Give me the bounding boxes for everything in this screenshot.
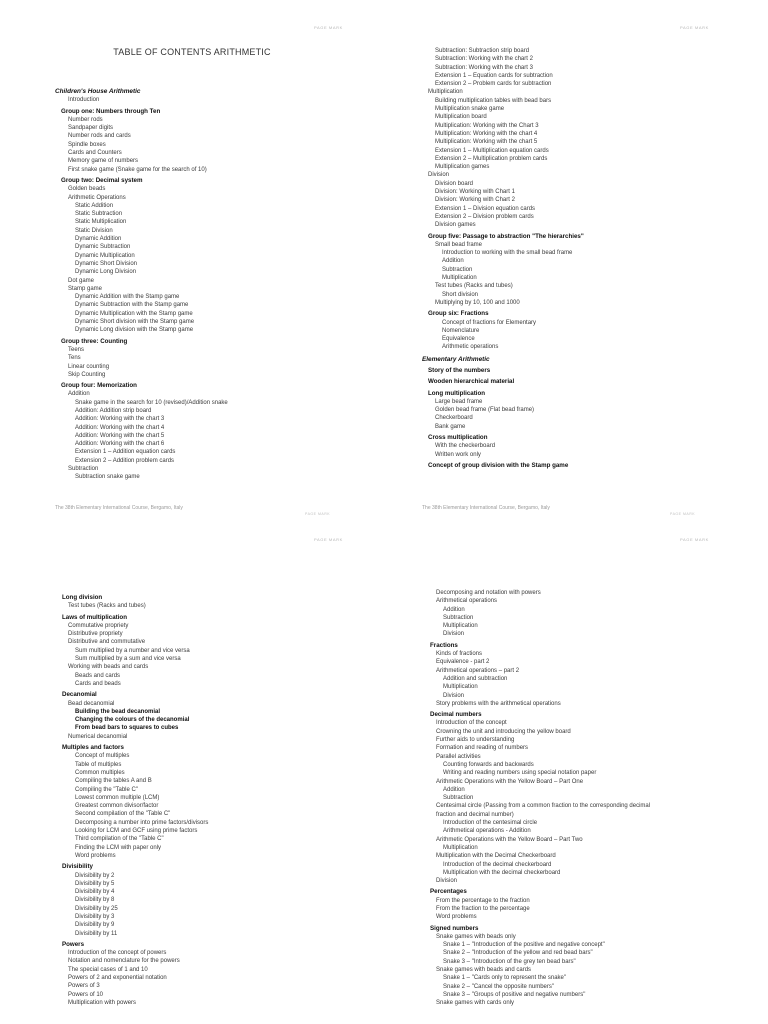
toc-section-heading: Decimal numbers [430,711,482,719]
toc-entry: Divisibility by 25 [75,905,118,912]
toc-entry: Commutative propriety [68,622,129,629]
toc-entry: Addition and subtraction [443,675,508,682]
toc-entry: Crowning the unit and introducing the yellow board [436,728,571,735]
toc-entry: Greatest common divisor/factor [75,803,159,810]
toc-section-heading: Signed numbers [430,924,479,932]
toc-entry: Beads and cards [75,672,121,679]
page-header: PAGE MARK [314,537,343,542]
toc-entry: Skip Counting [68,371,106,378]
toc-entry: Introduction [68,97,100,104]
toc-list [55,84,228,482]
toc-entry: Introduction to working with the small bead frame [442,250,573,257]
toc-section-heading: Group three: Counting [61,337,128,345]
toc-entry: Division: Working with Chart 1 [435,189,515,196]
toc-entry: Extension 2 – Division problem cards [435,213,534,220]
page-footer-mark: PAGE MARK [670,512,696,516]
toc-entry: Dynamic Subtraction with the Stamp game [75,302,189,309]
toc-entry: Extension 1 – Addition equation cards [75,449,176,456]
toc-entry: Number rods and cards [68,133,131,140]
toc-entry: Dynamic Long Division [75,269,137,276]
toc-entry: Golden bead frame (Flat bead frame) [435,407,535,414]
toc-entry: Arithmetic Operations [68,194,126,201]
toc-entry: Subtraction [442,266,473,273]
toc-entry: Addition: Working with the chart 5 [75,432,165,439]
toc-entry: Extension 2 – Problem cards for subtraction [435,81,552,88]
toc-entry: Small bead frame [435,241,483,248]
toc-entry: Compiling the "Table C" [75,786,138,793]
toc-entry: Lowest common multiple (LCM) [75,794,160,801]
page-2 [384,0,768,516]
page-footer-mark: PAGE MARK [305,512,331,516]
toc-entry: Third compilation of the "Table C" [75,836,164,843]
toc-entry: Cards and beads [75,680,121,687]
toc-entry: Multiplication [442,275,477,282]
toc-entry: Division games [435,222,476,229]
toc-entry: Divisibility by 4 [75,889,115,896]
toc-entry: Snake games with beads and cards [436,967,532,974]
toc-entry: Introduction of the concept [436,720,507,727]
toc-entry: Multiplication [443,684,478,691]
toc-entry: Subtraction: Working with the chart 2 [435,56,533,63]
toc-section-heading: Multiples and factors [62,744,124,752]
toc-entry: Multiplication [428,89,463,96]
toc-entry: Multiplication: Working with the chart 5 [435,139,538,146]
toc-entry: Concept of fractions for Elementary [442,319,537,326]
toc-entry: Introduction of the concept of powers [68,950,167,957]
toc-entry: Division [443,631,465,638]
toc-entry: Large bead frame [435,398,483,405]
toc-entry: Multiplication: Working with the chart 4 [435,130,538,137]
toc-entry: Distributive and commutative [68,639,146,646]
toc-entry: Subtraction snake game [75,474,140,481]
toc-section-heading: Group five: Passage to abstraction "The hierarchies" [428,232,584,240]
toc-entry: Kinds of fractions [436,651,483,658]
toc-entry: Counting forwards and backwards [443,761,534,768]
toc-entry: Powers of 10 [68,991,104,998]
toc-entry: The special cases of 1 and 10 [68,966,148,973]
toc-entry: Arithmetic Operations with the Yellow Board – Part One [436,778,584,785]
toc-entry-bold: Building the bead decanomial [75,708,161,715]
toc-part-heading: Children's House Arithmetic [55,88,141,95]
toc-section-heading: Long multiplication [428,389,486,397]
toc-entry: Snake 3 – "Introduction of the grey ten bead bars" [443,958,576,965]
toc-entry: Snake 2 – "Introduction of the yellow and red bead bars" [443,950,593,957]
toc-entry: Linear counting [68,363,110,370]
toc-entry: Dynamic Addition [75,236,122,243]
toc-entry: Divisibility by 3 [75,913,115,920]
toc-entry: Golden beads [68,186,106,193]
toc-entry: Looking for LCM and GCF using prime factors [75,828,198,835]
toc-entry: Arithmetic Operations with the Yellow Board – Part Two [436,836,583,843]
toc-entry: Divisibility by 5 [75,880,115,887]
toc-entry: Concept of multiples [75,753,130,760]
page-footer: The 38th Elementary International Course, Bergamo, Italy [422,505,550,511]
toc-entry: Multiplication [443,844,478,851]
toc-entry: Further aids to understanding [436,737,515,744]
toc-entry: Decomposing a number into prime factors/divisors [75,819,209,826]
toc-entry: Snake 2 – "Cancel the opposite numbers" [443,983,554,990]
toc-entry: Introduction of the centesimal circle [443,820,538,827]
toc-entry: Bank game [435,423,466,430]
toc-entry: Introduction of the decimal checkerboard [443,861,552,868]
toc-entry: Arithmetical operations - Addition [443,828,531,835]
toc-entry: Arithmetical operations – part 2 [436,667,520,674]
toc-entry: With the checkerboard [435,443,496,450]
toc-entry: Addition [443,606,465,613]
toc-entry: Equivalence [442,336,475,343]
toc-entry: Dot game [68,277,95,284]
toc-entry: Checkerboard [435,415,473,422]
toc-entry: Dynamic Long division with the Stamp game [75,327,194,334]
toc-section-heading: Group four: Memorization [61,382,137,390]
toc-section-heading: Wooden hierarchical material [428,378,515,386]
toc-entry: Addition [68,391,90,398]
toc-entry: Addition [443,786,465,793]
toc-entry: Subtraction [443,795,474,802]
toc-entry: Dynamic Multiplication [75,252,135,259]
toc-entry-bold: From bead bars to squares to cubes [75,725,179,732]
toc-entry: Sum multiplied by a sum and vice versa [75,656,181,663]
toc-entry: Snake 1 – "Introduction of the positive and negative concept" [443,942,605,949]
toc-entry: Decomposing and notation with powers [436,590,541,596]
toc-entry: Snake 1 – "Cards only to represent the snake" [443,975,566,982]
toc-entry: Dynamic Short Division [75,260,138,267]
toc-entry: Multiplication board [435,114,487,121]
toc-entry: Distributive propriety [68,631,123,638]
toc-section-heading: Decanomial [62,691,97,699]
toc-entry: Multiplication [443,623,478,630]
toc-entry: Extension 1 – Multiplication equation cards [435,147,549,154]
page-header: PAGE MARK [680,25,709,30]
toc-entry: Powers of 3 [68,983,100,990]
toc-entry: Stamp game [68,285,103,292]
toc-section-heading: Powers [62,940,85,948]
toc-entry: Addition: Working with the chart 4 [75,424,165,431]
toc-entry: Equivalence - part 2 [436,659,490,666]
toc-section-heading: Concept of group division with the Stamp game [428,461,569,469]
toc-entry: Short division [442,291,479,298]
toc-entry: Subtraction [68,466,99,473]
toc-entry: Arithmetic operations [442,344,499,351]
toc-entry: Multiplication games [435,164,490,171]
toc-entry: Dynamic Subtraction [75,244,131,251]
toc-section-heading: Cross multiplication [428,434,488,442]
toc-entry: Spindle boxes [68,141,106,148]
toc-section-heading: Group one: Numbers through Ten [61,107,161,115]
toc-entry: Building multiplication tables with bead bars [435,97,552,104]
toc-section-heading: Percentages [430,888,467,896]
toc-entry: Division: Working with Chart 2 [435,197,515,204]
toc-section-heading: Fractions [430,641,458,649]
toc-entry: Dynamic Addition with the Stamp game [75,294,180,301]
page-1 [0,0,384,516]
toc-entry: Number rods [68,116,103,123]
toc-section-heading: Group six: Fractions [428,310,489,318]
toc-entry: From the fraction to the percentage [436,905,530,912]
toc-entry: Static Addition [75,202,114,209]
toc-entry: Centesimal circle (Passing from a common fraction to the corresponding decimal [436,803,651,810]
toc-entry: Working with beads and cards [68,664,149,671]
toc-entry: Table of multiples [75,761,122,768]
toc-entry: Divisibility by 8 [75,897,115,904]
toc-entry: fraction and decimal number) [436,811,514,818]
toc-entry: Dynamic Multiplication with the Stamp game [75,310,193,317]
toc-entry: Addition: Working with the chart 6 [75,441,165,448]
toc-section-heading: Story of the numbers [428,366,491,374]
toc-entry: Writing and reading numbers using special notation paper [443,770,597,777]
toc-entry: Test tubes (Racks and tubes) [68,603,146,610]
toc-entry: Tens [68,355,81,362]
toc-entry: Memory game of numbers [68,158,139,165]
toc-section-heading: Group two: Decimal system [61,176,143,184]
toc-entry: Multiplying by 10, 100 and 1000 [435,299,520,306]
toc-entry: Common multiples [75,769,125,776]
toc-entry: Formation and reading of numbers [436,745,529,752]
toc-entry: Multiplication with the decimal checkerboard [443,869,561,876]
toc-entry: Written work only [435,451,481,458]
toc-entry: Extension 2 – Multiplication problem cards [435,155,548,162]
toc-entry: From the percentage to the fraction [436,897,530,904]
page-4 [384,512,768,1024]
toc-entry: Snake games with cards only [436,1000,515,1007]
toc-entry: Subtraction [443,614,474,621]
toc-entry: Second compilation of the "Table C" [75,811,171,818]
toc-entry: Powers of 2 and exponential notation [68,975,167,982]
toc-entry: Bead decanomial [68,700,115,707]
toc-entry: Multiplication with the Decimal Checkerboard [436,853,556,860]
toc-entry-bold: Changing the colours of the decanomial [75,717,190,724]
toc-entry: Sum multiplied by a number and vice versa [75,647,190,654]
toc-section-heading: Divisibility [62,863,93,871]
toc-entry: Divisibility by 11 [75,930,118,937]
toc-entry: Static Division [75,227,113,234]
toc-entry: Compiling the tables A and B [75,778,152,785]
toc-entry: Multiplication with powers [68,999,137,1006]
toc-entry: Division [443,692,465,699]
toc-entry: Extension 1 – Division equation cards [435,205,536,212]
toc-section-heading: Long division [62,594,103,601]
toc-entry: Word problems [436,914,477,921]
toc-entry: Extension 1 – Equation cards for subtraction [435,72,553,79]
toc-entry: Nomenclature [442,327,480,334]
toc-section-heading: Laws of multiplication [62,613,127,621]
page-header: PAGE MARK [680,537,709,542]
toc-entry: Extension 2 – Addition problem cards [75,457,175,464]
toc-entry: Story problems with the arithmetical operations [436,700,561,707]
toc-entry: Division board [435,180,474,187]
toc-entry: First snake game (Snake game for the search of 10) [68,166,207,173]
page-header: PAGE MARK [314,25,343,30]
toc-entry: Snake games with beads only [436,933,516,940]
toc-entry: Subtraction: Subtraction strip board [435,48,530,54]
toc-part-heading: Elementary Arithmetic [422,355,490,363]
toc-entry: Numerical decanomial [68,733,128,740]
toc-entry: Addition [442,258,464,265]
toc-entry: Addition: Working with the chart 3 [75,416,165,423]
toc-entry: Snake game in the search for 10 (revised)/Addition snake [75,399,228,406]
toc-entry: Word problems [75,852,116,859]
toc-entry: Division [436,878,458,885]
toc-entry: Parallel activities [436,753,481,760]
toc-entry: Dynamic Short division with the Stamp game [75,319,195,326]
toc-list [422,47,584,470]
toc-entry: Notation and nomenclature for the powers [68,958,180,965]
toc-entry: Addition: Addition strip board [75,407,152,414]
toc-entry: Multiplication: Working with the Chart 3 [435,122,539,129]
toc-entry: Sandpaper digits [68,125,114,132]
toc-list [430,589,650,1008]
toc-list [62,591,208,1007]
page-footer: The 38th Elementary International Course, Bergamo, Italy [55,505,183,511]
toc-entry: Snake 3 – "Groups of positive and negative numbers" [443,991,586,998]
toc-entry: Divisibility by 2 [75,872,115,879]
toc-entry: Divisibility by 9 [75,922,115,929]
toc-entry: Division [428,172,450,179]
toc-entry: Teens [68,346,85,353]
document-title: TABLE OF CONTENTS ARITHMETIC [113,47,271,57]
toc-entry: Subtraction: Working with the chart 3 [435,64,533,71]
toc-entry: Finding the LCM with paper only [75,844,162,851]
toc-entry: Arithmetical operations [436,598,498,605]
page-3 [0,512,384,1024]
toc-entry: Static Multiplication [75,219,127,226]
toc-entry: Cards and Counters [68,150,122,157]
toc-entry: Multiplication snake game [435,106,505,113]
toc-entry: Static Subtraction [75,211,123,218]
toc-entry: Test tubes (Racks and tubes) [435,283,513,290]
